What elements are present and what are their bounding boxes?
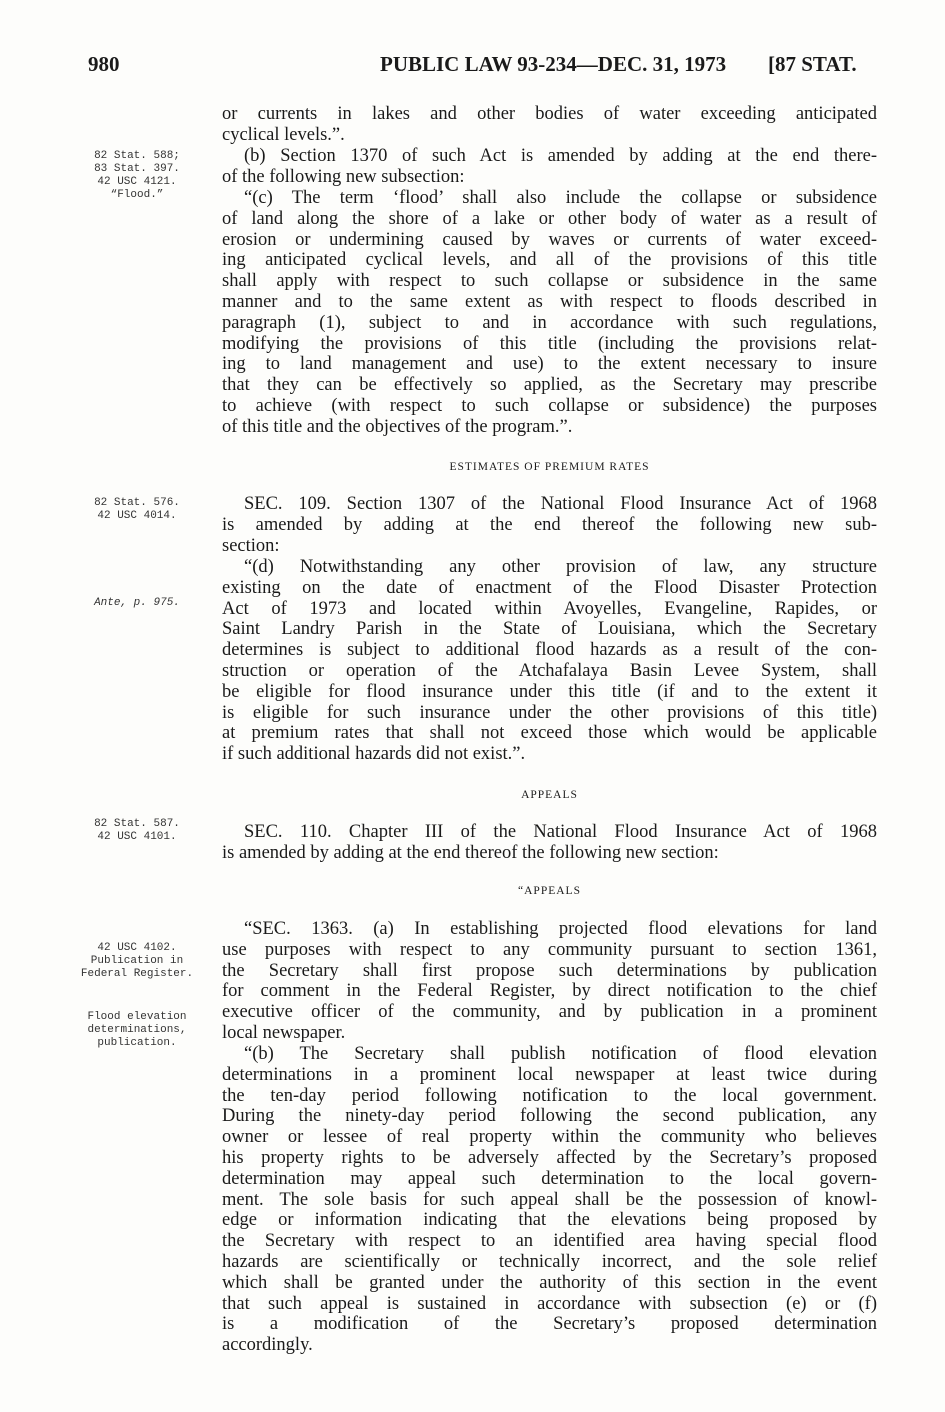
text-line: “(b) The Secretary shall publish notification of flood elevation — [244, 1044, 877, 1064]
text-line: is amended by adding at the end thereof the following new sub- — [222, 514, 877, 535]
text-line: shall apply with respect to such collapse or subsidence in the same — [222, 271, 877, 292]
paragraph — [222, 188, 877, 438]
section-heading: APPEALS — [521, 789, 578, 801]
text-line: SEC. 109. Section 1307 of the National Flood Insurance Act of 1968 — [244, 494, 877, 514]
page-number: 980 — [88, 52, 120, 76]
text-line: During the ninety-day period following the second publication, any — [222, 1106, 877, 1127]
margin-note-line: “Flood.” — [110, 189, 164, 201]
margin-note-line: 82 Stat. 587. — [94, 818, 180, 830]
volume-reference: [87 STAT. — [768, 52, 857, 76]
text-line: ing to land management and use) to the extent necessary to insure — [222, 354, 877, 375]
text-line: existing on the date of enactment of the Flood Disaster Protection — [222, 577, 877, 598]
margin-note-line: publication. — [97, 1037, 177, 1049]
margin-note — [62, 1011, 212, 1050]
text-line: his property rights to be adversely affected by the Secretary’s proposed — [222, 1147, 877, 1168]
margin-note-line: 42 USC 4101. — [97, 831, 177, 843]
text-line: or currents in lakes and other bodies of water exceeding anticipated — [222, 104, 877, 124]
margin-note-line: 82 Stat. 588; — [94, 150, 180, 162]
text-line: “SEC. 1363. (a) In establishing projected flood elevations for land — [244, 919, 877, 939]
text-line: for comment in the Federal Register, by direct notification to the chief — [222, 981, 877, 1002]
paragraph — [222, 494, 877, 556]
text-line: executive officer of the community, and by publication in a prominent — [222, 1002, 877, 1023]
text-line: Saint Landry Parish in the State of Louisiana, which the Secretary — [222, 619, 877, 640]
text-line: accordingly. — [222, 1335, 313, 1356]
margin-note-line: determinations, — [87, 1024, 187, 1036]
text-line: determination may appeal such determination to the local govern- — [222, 1168, 877, 1189]
margin-note — [62, 818, 212, 844]
text-line: (b) Section 1370 of such Act is amended by adding at the end there- — [244, 146, 877, 166]
margin-note-line: 42 USC 4121. — [97, 176, 177, 188]
text-line: local newspaper. — [222, 1022, 346, 1043]
text-line: is eligible for such insurance under the other provisions of this title) — [222, 702, 877, 723]
text-line: of the following new subsection: — [222, 166, 465, 187]
text-line: modifying the provisions of this title (including the provisions relat- — [222, 333, 877, 354]
text-line: the Secretary shall first propose such determinations by publication — [222, 960, 877, 981]
text-line: at premium rates that shall not exceed those which would be applicable — [222, 723, 877, 744]
margin-note-line: Flood elevation — [87, 1011, 187, 1023]
text-line: is amended by adding at the end thereof the following new section: — [222, 842, 719, 863]
text-line: ment. The sole basis for such appeal shall be the possession of knowl- — [222, 1189, 877, 1210]
text-line: edge or information indicating that the elevations being proposed by — [222, 1210, 877, 1231]
text-line: of land along the shore of a lake or other body of water as a result of — [222, 208, 877, 229]
margin-note — [62, 942, 212, 981]
section-heading: ESTIMATES OF PREMIUM RATES — [449, 461, 650, 473]
text-line: Act of 1973 and located within Avoyelles, Evangeline, Rapides, or — [222, 598, 877, 619]
running-title: PUBLIC LAW 93-234—DEC. 31, 1973 — [380, 52, 727, 76]
text-line: “(d) Notwithstanding any other provision of law, any structure — [244, 557, 877, 577]
text-line: struction or operation of the Atchafalaya Basin Levee System, shall — [222, 660, 877, 681]
text-line: the ten-day period following notification to the local government. — [222, 1085, 877, 1106]
text-line: “(c) The term ‘flood’ shall also include the collapse or subsidence — [244, 188, 877, 208]
margin-note — [62, 150, 212, 202]
text-line: be eligible for flood insurance under this title (if and to the extent it — [222, 681, 877, 702]
text-line: is a modification of the Secretary’s proposed determination — [222, 1314, 877, 1335]
text-line: determinations in a prominent local newspaper at least twice during — [222, 1064, 877, 1085]
text-line: if such additional hazards did not exist.”. — [222, 744, 526, 765]
margin-note-line: Publication in — [90, 955, 184, 967]
paragraph — [222, 1044, 877, 1356]
text-line: manner and to the same extent as with respect to floods described in — [222, 291, 877, 312]
text-line: erosion or undermining caused by waves or currents of water exceed- — [222, 229, 877, 250]
text-line: which shall be granted under the authority of this section in the event — [222, 1272, 877, 1293]
paragraph — [222, 822, 877, 864]
paragraph — [222, 146, 877, 188]
paragraph — [222, 104, 877, 146]
text-line: to achieve (with respect to such collapse or subsidence) the purposes — [222, 395, 877, 416]
text-line: ing anticipated cyclical levels, and all of the provisions of this title — [222, 250, 877, 271]
margin-note-line: Ante, p. 975. — [94, 597, 180, 609]
text-line: SEC. 110. Chapter III of the National Flood Insurance Act of 1968 — [244, 822, 877, 842]
paragraph — [222, 919, 877, 1044]
text-line: owner or lessee of real property within the community who believes — [222, 1127, 877, 1148]
text-line: determines is subject to additional flood hazards as a result of the con- — [222, 640, 877, 661]
margin-note-line: 42 USC 4014. — [97, 510, 177, 522]
text-line: use purposes with respect to any community pursuant to section 1361, — [222, 939, 877, 960]
text-line: paragraph (1), subject to and in accordance with such regulations, — [222, 312, 877, 333]
text-line: cyclical levels.”. — [222, 124, 345, 145]
margin-note-line: Federal Register. — [80, 968, 194, 980]
section-heading: “APPEALS — [518, 885, 581, 897]
margin-note-line: 42 USC 4102. — [97, 942, 177, 954]
margin-note-line: 83 Stat. 397. — [94, 163, 180, 175]
margin-note-line: 82 Stat. 576. — [94, 497, 180, 509]
text-line: that they can be effectively so applied, as the Secretary may prescribe — [222, 375, 877, 396]
text-line: hazards are scientifically or technically incorrect, and the sole relief — [222, 1251, 877, 1272]
text-line: section: — [222, 535, 280, 556]
text-line: of this title and the objectives of the program.”. — [222, 416, 573, 437]
margin-note — [62, 597, 212, 610]
margin-note — [62, 497, 212, 523]
text-line: the Secretary with respect to an identified area having special flood — [222, 1231, 877, 1252]
text-line: that such appeal is sustained in accordance with subsection (e) or (f) — [222, 1293, 877, 1314]
paragraph — [222, 557, 877, 765]
